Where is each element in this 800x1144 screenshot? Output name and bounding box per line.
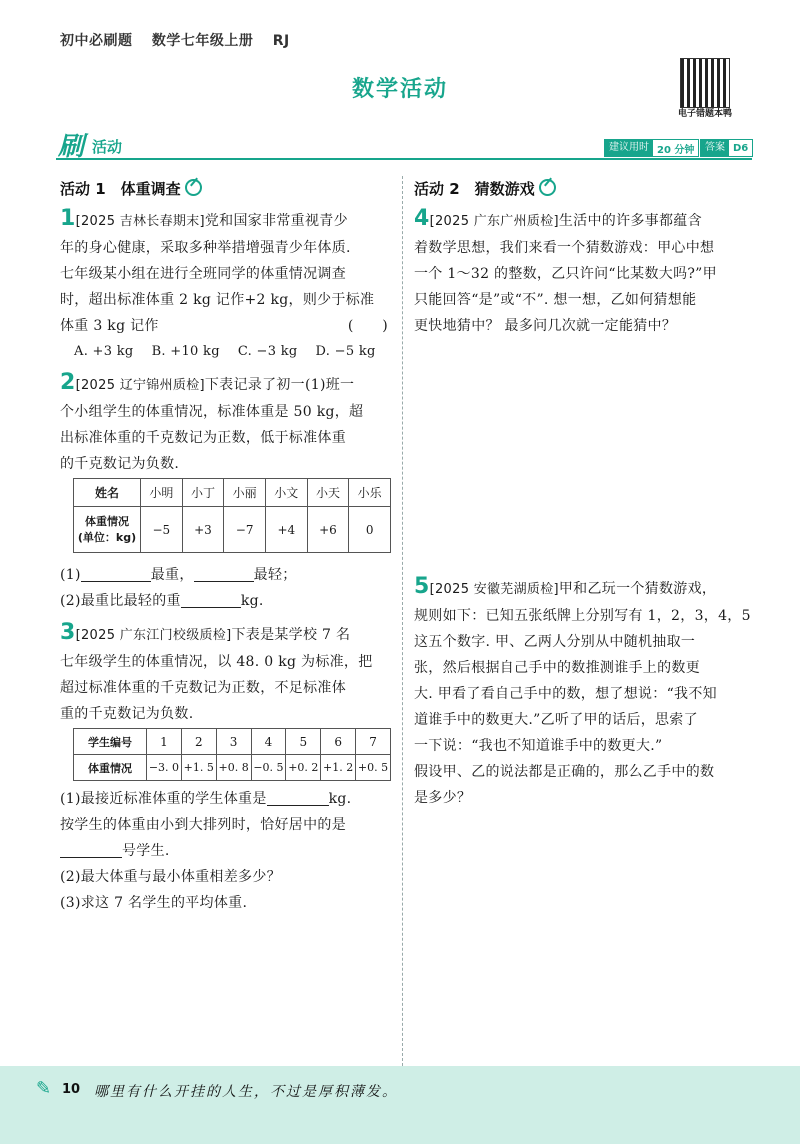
table-row — [74, 507, 391, 553]
question-line: 假设甲、乙的说法都是正确的，那么乙手中的数 — [414, 764, 715, 780]
option-d[interactable]: D. −5 kg — [315, 344, 376, 359]
table-cell: 小天 — [307, 479, 349, 507]
table-cell: 3 — [216, 729, 251, 755]
question-source: [2025 广东广州质检] — [429, 214, 559, 229]
edition-code: RJ — [272, 33, 290, 49]
table-row — [74, 755, 391, 781]
table-cell: +0. 2 — [286, 755, 321, 781]
question-line: 更快地猜中？ 最多问几次就一定能猜中？ — [414, 318, 677, 334]
question-line: 是多少？ — [414, 790, 472, 806]
table-row — [74, 729, 391, 755]
question-line: 出标准体重的千克数记为正数，低于标准体重 — [60, 430, 346, 446]
section-bar-line — [56, 158, 752, 160]
question-4 — [414, 206, 754, 339]
answer-blank[interactable] — [60, 841, 122, 858]
question-3 — [60, 620, 396, 727]
subpart-text: (2)最重比最轻的重 — [60, 593, 181, 609]
question-line: 规则如下：已知五张纸牌上分别写有 1，2，3，4，5 — [414, 608, 751, 624]
table-row — [74, 479, 391, 507]
table-cell: +3 — [182, 507, 224, 553]
section-label: 活动 — [92, 138, 123, 156]
subpart-text: kg. — [240, 593, 264, 609]
table-cell: 小乐 — [349, 479, 391, 507]
table-cell: 小明 — [141, 479, 183, 507]
weight-table-3 — [73, 728, 391, 781]
question-source: [2025 广东江门校级质检] — [75, 628, 232, 643]
table-cell: −5 — [141, 507, 183, 553]
table-cell: −7 — [224, 507, 266, 553]
question-line: 一下说：“我也不知道谁手中的数更大.” — [414, 738, 663, 754]
table-cell: 体重情况 — [74, 755, 147, 781]
table-cell: 5 — [286, 729, 321, 755]
footer-quote: 哪里有什么开挂的人生，不过是厚积薄发。 — [94, 1084, 398, 1100]
question-line: 甲和乙玩一个猜数游戏， — [558, 581, 717, 597]
subpart-label: (1) — [60, 567, 81, 583]
table-cell: 4 — [251, 729, 286, 755]
series-name: 初中必刷题 — [60, 33, 133, 49]
answer-ref-box — [700, 139, 753, 157]
table-cell: 小文 — [265, 479, 307, 507]
activity1-title-text: 活动 1 体重调查 — [60, 180, 181, 198]
question-line: 生活中的许多事都蕴含 — [558, 213, 702, 229]
table-cell: 1 — [147, 729, 182, 755]
table-cell: +0. 5 — [356, 755, 391, 781]
question-number: 2 — [60, 370, 76, 395]
subpart-text: 最重， — [150, 567, 194, 583]
pencil-icon: ✎ — [36, 1078, 52, 1099]
question-2-subparts — [60, 562, 396, 614]
question-line: 时，超出标准体重 2 kg 记作+2 kg，则少于标准 — [60, 292, 375, 308]
footer-band — [0, 1066, 800, 1144]
question-line: 大. 甲看了看自己手中的数，想了想说：“我不知 — [414, 686, 717, 702]
target-icon — [539, 179, 556, 196]
answer-ref-value: D6 — [733, 142, 749, 154]
question-line: 超过标准体重的千克数记为正数，不足标准体 — [60, 680, 346, 696]
question-line: 这五个数字. 甲、乙两人分别从中随机抽取一 — [414, 634, 696, 650]
answer-ref-label: 答案 — [701, 140, 729, 156]
subpart-text: (1)最接近标准体重的学生体重是 — [60, 791, 267, 807]
question-line: 的千克数记为负数. — [60, 456, 180, 472]
question-5 — [414, 574, 754, 811]
table-cell: 小丁 — [182, 479, 224, 507]
answer-blank[interactable] — [81, 565, 151, 582]
question-line: 只能回答“是”或“不”. 想一想，乙如何猜想能 — [414, 292, 697, 308]
activity1-title — [60, 178, 202, 199]
question-3-subparts — [60, 786, 396, 916]
table-cell: 2 — [181, 729, 216, 755]
subpart-text: (2)最大体重与最小体重相差多少？ — [60, 869, 281, 885]
table-cell: 小丽 — [224, 479, 266, 507]
subpart-text: (3)求这 7 名学生的平均体重. — [60, 895, 248, 911]
target-icon — [185, 179, 202, 196]
qr-code-icon[interactable] — [680, 58, 730, 108]
subject-name: 数学七年级上册 — [151, 33, 254, 49]
question-line: 张，然后根据自己手中的数推测谁手上的数更 — [414, 660, 700, 676]
question-line: 着数学思想，我们来看一个猜数游戏：甲心中想 — [414, 240, 715, 256]
table-cell: 学生编号 — [74, 729, 147, 755]
question-line: 下表记录了初一(1)班一 — [204, 377, 355, 393]
row-label-line: (单位：kg) — [77, 530, 137, 544]
table-cell: 姓名 — [74, 479, 141, 507]
table-cell: +4 — [265, 507, 307, 553]
answer-blank[interactable] — [181, 591, 241, 608]
question-line: 年的身心健康，采取多种举措增强青少年体质. — [60, 240, 351, 256]
row-label-line: 体重情况 — [85, 514, 129, 528]
question-line: 体重 3 kg 记作 — [60, 318, 159, 334]
question-line: 道谁手中的数更大.”乙听了甲的话后，思索了 — [414, 712, 698, 728]
question-line: 七年级某小组在进行全班同学的体重情况调查 — [60, 266, 346, 282]
subpart-text: 最轻； — [253, 567, 297, 583]
question-line: 个小组学生的体重情况，标准体重是 50 kg，超 — [60, 404, 364, 420]
column-divider — [402, 176, 403, 1066]
activity2-title-text: 活动 2 猜数游戏 — [414, 180, 535, 198]
question-1 — [60, 206, 396, 365]
subpart-text: 号学生. — [122, 843, 170, 859]
question-number: 3 — [60, 620, 76, 645]
table-cell: +1. 2 — [321, 755, 356, 781]
suggested-time-value: 20 分钟 — [657, 144, 695, 156]
table-cell — [74, 507, 141, 553]
table-cell: 7 — [356, 729, 391, 755]
question-line: 七年级学生的体重情况，以 48. 0 kg 为标准，把 — [60, 654, 373, 670]
question-number: 5 — [414, 574, 430, 599]
question-line: 下表是某学校 7 名 — [231, 627, 351, 643]
question-number: 4 — [414, 206, 430, 231]
question-2 — [60, 370, 396, 477]
page-title: 数学活动 — [351, 77, 448, 102]
suggested-time-label: 建议用时 — [605, 140, 653, 156]
table-cell: +0. 8 — [216, 755, 251, 781]
option-a[interactable]: A. +3 kg — [74, 344, 134, 359]
question-source: [2025 吉林长春期末] — [75, 214, 205, 229]
activity2-title — [414, 178, 556, 199]
question-source: [2025 辽宁锦州质检] — [75, 378, 205, 393]
subpart-text: 按学生的体重由小到大排列时，恰好居中的是 — [60, 817, 346, 833]
answer-blank[interactable] — [194, 565, 254, 582]
answer-blank[interactable] — [267, 789, 329, 806]
question-line: 党和国家非常重视青少 — [204, 213, 348, 229]
weight-table-2 — [73, 478, 391, 553]
option-b[interactable]: B. +10 kg — [151, 344, 220, 359]
option-c[interactable]: C. −3 kg — [237, 344, 298, 359]
table-cell: −3. 0 — [147, 755, 182, 781]
question-number: 1 — [60, 206, 76, 231]
running-header — [60, 30, 304, 50]
subpart-text: kg. — [328, 791, 352, 807]
section-badge: 刷 — [58, 132, 85, 162]
suggested-time-box — [604, 139, 699, 157]
table-cell: +1. 5 — [181, 755, 216, 781]
table-cell: 6 — [321, 729, 356, 755]
question-line: 重的千克数记为负数. — [60, 706, 194, 722]
qr-code-label: 电子错题本鸭 — [677, 109, 732, 119]
table-cell: +6 — [307, 507, 349, 553]
table-cell: 0 — [349, 507, 391, 553]
table-cell: −0. 5 — [251, 755, 286, 781]
question-source: [2025 安徽芜湖质检] — [429, 582, 559, 597]
question-line: 一个 1～32 的整数，乙只许问“比某数大吗?”甲 — [414, 266, 717, 282]
answer-paren[interactable]: ( ) — [347, 318, 388, 334]
page-number: 10 — [62, 1082, 81, 1097]
